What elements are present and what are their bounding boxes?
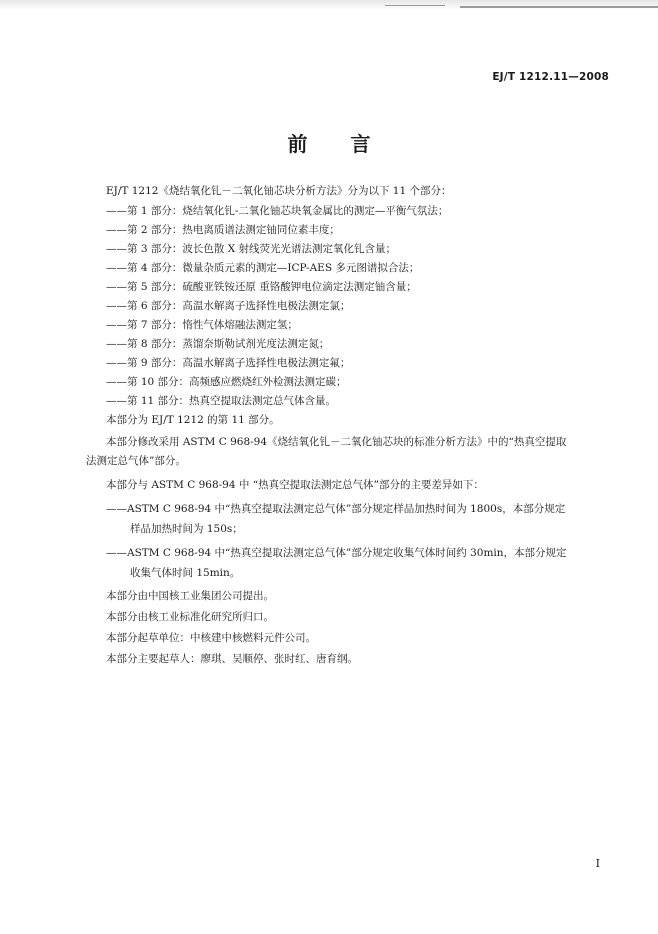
part-item: ——第 10 部分：高频感应燃烧红外检测法测定碳； (106, 376, 347, 388)
scan-edge-shadow (0, 0, 658, 10)
part-item: ——第 9 部分：高温水解离子选择性电极法测定氟； (106, 357, 351, 369)
part-item: ——第 8 部分：蒸馏奈斯勒试剂光度法测定氮； (106, 338, 330, 350)
closing-statement: 本部分由中国核工业集团公司提出。 (106, 590, 274, 602)
difference-item-line-1: ——ASTM C 968-94 中“热真空提取法测定总气体”部分规定收集气体时间约 30min，本部分规定 (106, 547, 567, 559)
difference-item-line-1: ——ASTM C 968-94 中“热真空提取法测定总气体”部分规定样品加热时间为 1800s，本部分规定 (106, 503, 566, 515)
part-item: ——第 2 部分：热电离质谱法测定铀同位素丰度； (106, 224, 340, 236)
scan-artifact-line-short (385, 5, 445, 6)
standard-code: EJ/T 1212.11—2008 (492, 71, 609, 83)
part-item: ——第 3 部分：波长色散 X 射线荧光光谱法测定氧化钆含量； (106, 243, 397, 255)
part-item: ——第 6 部分：高温水解离子选择性电极法测定氯； (106, 300, 351, 312)
this-part-statement: 本部分为 EJ/T 1212 的第 11 部分。 (106, 414, 280, 426)
closing-statement: 本部分起草单位：中核建中核燃料元件公司。 (106, 632, 316, 644)
part-item: ——第 1 部分：烧结氧化钆-二氧化铀芯块氧金属比的测定—平衡气氛法； (106, 205, 449, 217)
closing-statement: 本部分主要起草人：廖琪、吴顺停、张时红、唐育纲。 (106, 653, 358, 665)
difference-item-line-2: 样品加热时间为 150s； (130, 523, 243, 535)
intro-paragraph: EJ/T 1212《烧结氧化钆－二氧化铀芯块分析方法》分为以下 11 个部分： (106, 185, 452, 197)
page-number: I (595, 857, 600, 870)
scan-artifact-line (460, 6, 658, 8)
part-item: ——第 4 部分：微量杂质元素的测定—ICP-AES 多元图谱拟合法； (106, 262, 420, 274)
closing-statement: 本部分由核工业标准化研究所归口。 (106, 611, 274, 623)
difference-item-line-2: 收集气体时间 15min。 (130, 567, 241, 579)
differences-intro: 本部分与 ASTM C 968-94 中 “热真空提取法测定总气体”部分的主要差异如下： (106, 479, 484, 491)
part-item: ——第 7 部分：惰性气体熔融法测定氢； (106, 319, 298, 331)
adoption-line-2: 法测定总气体”部分。 (86, 455, 186, 467)
part-item: ——第 5 部分：硫酸亚铁铵还原 重铬酸钾电位滴定法测定铀含量； (106, 281, 417, 293)
adoption-line-1: 本部分修改采用 ASTM C 968-94《烧结氧化钆－二氧化铀芯块的标准分析方法》中的“热真空提取 (106, 436, 567, 448)
part-item: ——第 11 部分：热真空提取法测定总气体含量。 (106, 395, 337, 407)
page-title: 前 言 (287, 132, 389, 156)
